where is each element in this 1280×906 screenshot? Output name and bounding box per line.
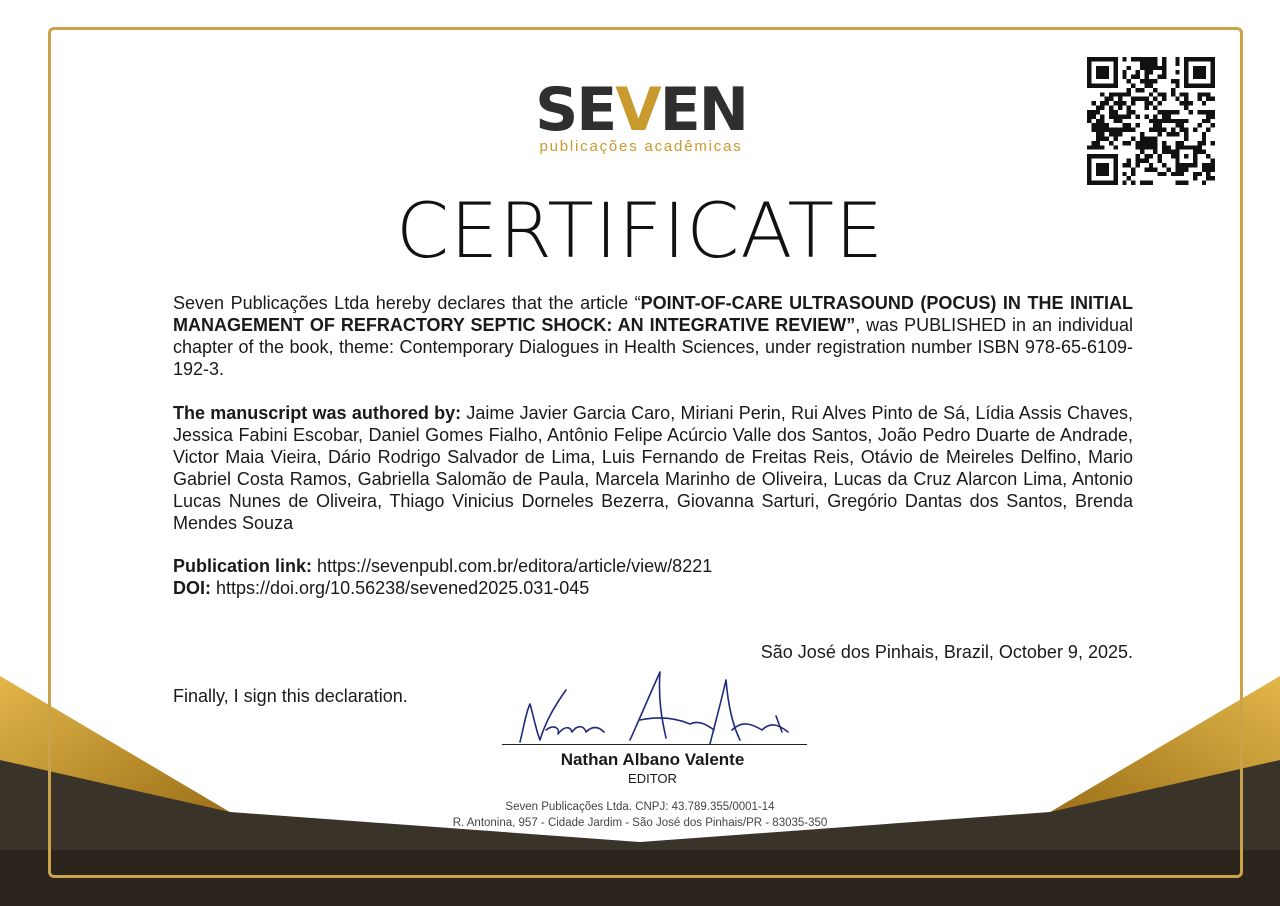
doi-label: DOI: bbox=[173, 578, 211, 598]
footer-address: R. Antonina, 957 - Cidade Jardim - São José dos Pinhais/PR - 83035-350 bbox=[452, 817, 828, 829]
logo-wordmark: SEVEN bbox=[535, 75, 747, 145]
doi-link[interactable]: https://doi.org/10.56238/sevened2025.031-045 bbox=[211, 578, 590, 598]
signature-line bbox=[502, 744, 807, 745]
declaration-paragraph: Seven Publicações Ltda hereby declares that the article “POINT-OF-CARE ULTRASOUND (POCUS) IN THE INITIAL MANAGEMENT OF REFRACTORY SEPTIC SHOCK: AN INTEGRATIVE REVIEW”, was PUBLISHED in an individual chapter of the book, theme: Contemporary Dialogues in Health Sciences, under registration number ISBN 978-65-6109-192-3. bbox=[173, 293, 1133, 379]
article-title: POINT-OF-CARE ULTRASOUND (POCUS) IN THE INITIAL MANAGEMENT OF REFRACTORY SEPTIC SHOCK: AN INTEGRATIVE REVIEW” bbox=[173, 293, 1133, 335]
qr-code-icon bbox=[1087, 57, 1215, 185]
place-and-date: São José dos Pinhais, Brazil, October 9, 2025. bbox=[760, 642, 1133, 662]
certificate-title: CERTIFICATE bbox=[396, 186, 884, 275]
logo-tagline: publicações acadêmicas bbox=[539, 138, 743, 155]
publication-link[interactable]: https://sevenpubl.com.br/editora/article/view/8221 bbox=[312, 556, 713, 576]
footer-company-info: Seven Publicações Ltda. CNPJ: 43.789.355/0001-14 bbox=[505, 801, 775, 813]
links-block bbox=[173, 555, 1133, 599]
signer-role: EDITOR bbox=[628, 771, 677, 786]
closing-statement: Finally, I sign this declaration. bbox=[173, 686, 408, 706]
authors-label: The manuscript was authored by: bbox=[173, 403, 462, 423]
seven-logo bbox=[526, 75, 756, 160]
authors-paragraph bbox=[173, 402, 1133, 534]
signer-name: Nathan Albano Valente bbox=[560, 750, 745, 769]
publication-link-label: Publication link: bbox=[173, 556, 313, 576]
authors-list: Jaime Javier Garcia Caro, Miriani Perin, Rui Alves Pinto de Sá, Lídia Assis Chaves, Jessica Fabini Escobar, Daniel Gomes Fialho, Antônio Felipe Acúrcio Valle dos Santos, João Pedro Duarte de Andrade, Victor Maia Vieira, Dário Rodrigo Salvador de Lima, Luis Fernando de Freitas Reis, Otávio de Meireles Delfino, Mario Gabriel Costa Ramos, Gabriella Salomão de Paula, Marcela Marinho de Oliveira, Lucas da Cruz Alarcon Lima, Antonio Lucas Nunes de Oliveira, Thiago Vinicius Dorneles Bezerra, Giovanna Sarturi, Gregório Dantas dos Santos, Brenda Mendes Souza bbox=[173, 403, 1133, 533]
handwritten-signature bbox=[500, 660, 810, 750]
